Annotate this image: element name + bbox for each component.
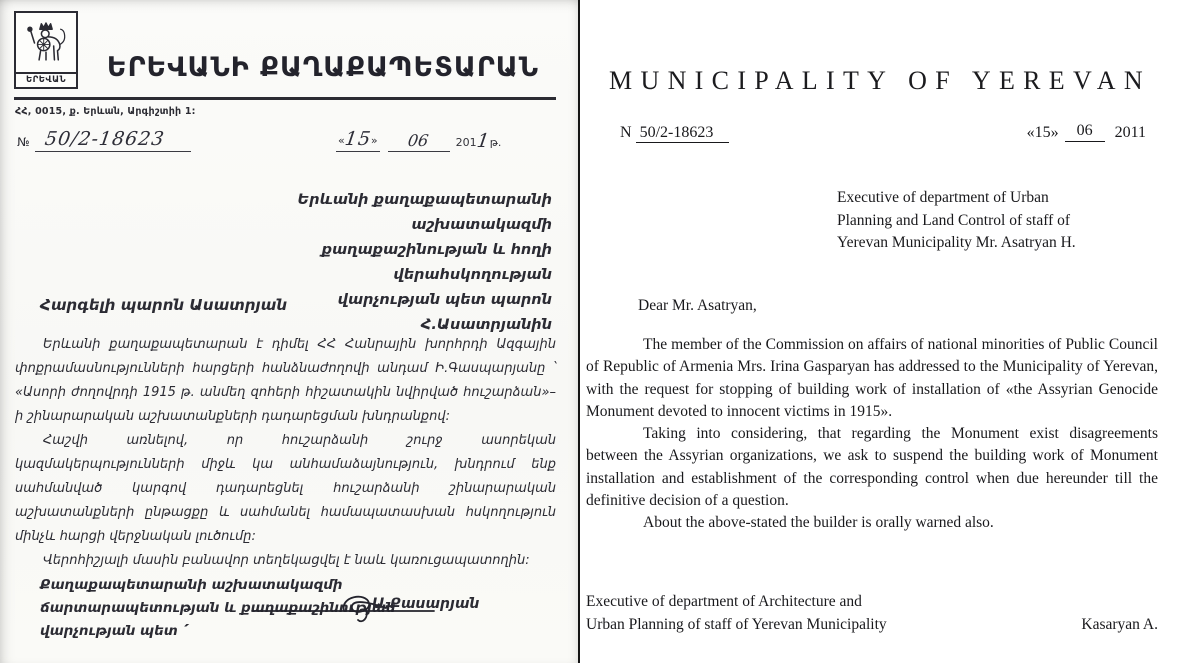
handwritten-day: 15 (343, 128, 373, 150)
armenian-letter-page (0, 0, 578, 663)
reference-field (620, 124, 729, 142)
english-translation-page (580, 0, 1180, 663)
signoff-line: վարչության պետ ՛ (40, 623, 188, 639)
open-quote: « (338, 134, 345, 147)
recipient-line: Երևանի քաղաքապետարանի աշխատակազմի (297, 192, 552, 233)
handwritten-reference-number: 50/2-18623 (43, 128, 167, 150)
signoff-block (586, 591, 1158, 636)
addressee-line: Executive of department of Urban (837, 189, 1049, 206)
month-field (388, 131, 450, 152)
quoted-day: «15» (1026, 124, 1059, 141)
reference-number-row (17, 128, 191, 152)
reference-label: № (17, 135, 30, 149)
addressee-line: Planning and Land Control of staff of (837, 211, 1071, 229)
yerevan-coat-of-arms (14, 11, 78, 89)
handwritten-month: 06 (407, 131, 431, 150)
body-paragraph: Taking into considering, that regarding the Monument exist disagreements between the Assyrian organizations, we ask to suspend the building work of Monument installation and establishment of the corresponding control when due hereunder till the definitive decision of a question. (586, 425, 1158, 510)
printed-year: 201 (455, 136, 477, 149)
letter-body (586, 334, 1158, 535)
date-field (1027, 122, 1146, 142)
addressee-line: Yerevan Municipality Mr. Asatryan H. (837, 234, 1076, 251)
signatory-name: Ա.Քասարյան (372, 596, 480, 612)
signoff-line: Քաղաքապետարանի աշխատակազմի (40, 577, 343, 593)
addressee-block (837, 187, 1157, 255)
salutation: Dear Mr. Asatryan, (638, 297, 757, 314)
body-paragraph: Վերոհիշյալի մասին բանավոր տեղեկացվել է նաև կառուցապատողին: (43, 553, 530, 568)
day-field (336, 128, 380, 152)
body-paragraph: About the above-stated the builder is orally warned also. (643, 514, 994, 532)
body-paragraph: The member of the Commission on affairs of national minorities of Public Council of Republic of Armenia Mrs. Irina Gasparyan has addressed to the Municipality of Yerevan, with the request for stopping of building work of installation of «the Assyrian Genocide Monument devoted to innocent victims in 1915». (586, 336, 1158, 420)
page-title: MUNICIPALITY OF YEREVAN (609, 66, 1151, 95)
letterhead-rule (14, 97, 556, 100)
signoff-row (586, 614, 1158, 637)
handwritten-year-digit: 1 (475, 130, 492, 152)
signatory-name: Kasaryan A. (1081, 615, 1158, 633)
recipient-line: քաղաքաշինության և հողի վերահսկողության (321, 242, 552, 283)
reference-number: 50/2-18623 (636, 124, 730, 143)
reference-underline (35, 128, 191, 152)
body-paragraph: Հաշվի առնելով, որ հուշարձանի շուրջ ասորեկան կազմակերպությունների միջև կա անհամաձայնություն, խնդրում ենք սահմանված կարգով դադարեցնել հուշարձանի շինարարական աշխատանքների ընթացքը և սահմանել համապատասխան հսկողություն մինչև հարցի վերջնական լուծումը: (15, 433, 556, 544)
year-era-suffix: թ. (489, 136, 502, 149)
letterhead-address: ՀՀ, 0015, ք. Երևան, Արգիշտիի 1: (15, 106, 196, 117)
salutation: Հարգելի պարոն Ասատրյան (40, 296, 288, 314)
body-paragraph: Երևանի քաղաքապետարան է դիմել ՀՀ Հանրային խորհրդի Ազգային փոքրամասնությունների հարցերի հանձնաժողովի անդամ Ի.Գասպարյանը ՝ «Ասորի ժողովրդի 1915 թ. անմեղ զոհերի հիշատակին նվիրված հուշարձան»–ի շինարարական աշխատանքների դադարեցման խնդրանքով: (15, 337, 556, 424)
reference-label: N (620, 124, 632, 141)
close-quote: » (370, 134, 378, 147)
coat-banner-text: ԵՐԵՎԱՆ (16, 72, 76, 87)
signoff-line: Executive of department of Architecture and (586, 593, 862, 610)
signoff-line: Urban Planning of staff of Yerevan Municipality (586, 615, 887, 633)
month-value: 06 (1065, 122, 1105, 142)
lion-emblem-icon (23, 14, 69, 72)
recipient-line: վարչության պետ պարոն Հ.Ասատրյանին (337, 292, 552, 333)
year-value: 2011 (1114, 124, 1146, 141)
recipient-block (222, 188, 552, 338)
reference-date-row (620, 122, 1146, 142)
signoff-line: ճարտարապետության և քաղաքաշինության (40, 600, 396, 616)
letterhead-title: ԵՐԵՎԱՆԻ ՔԱՂԱՔԱՊԵՏԱՐԱՆ (106, 52, 540, 83)
letter-body (15, 333, 556, 573)
date-row (336, 128, 501, 152)
